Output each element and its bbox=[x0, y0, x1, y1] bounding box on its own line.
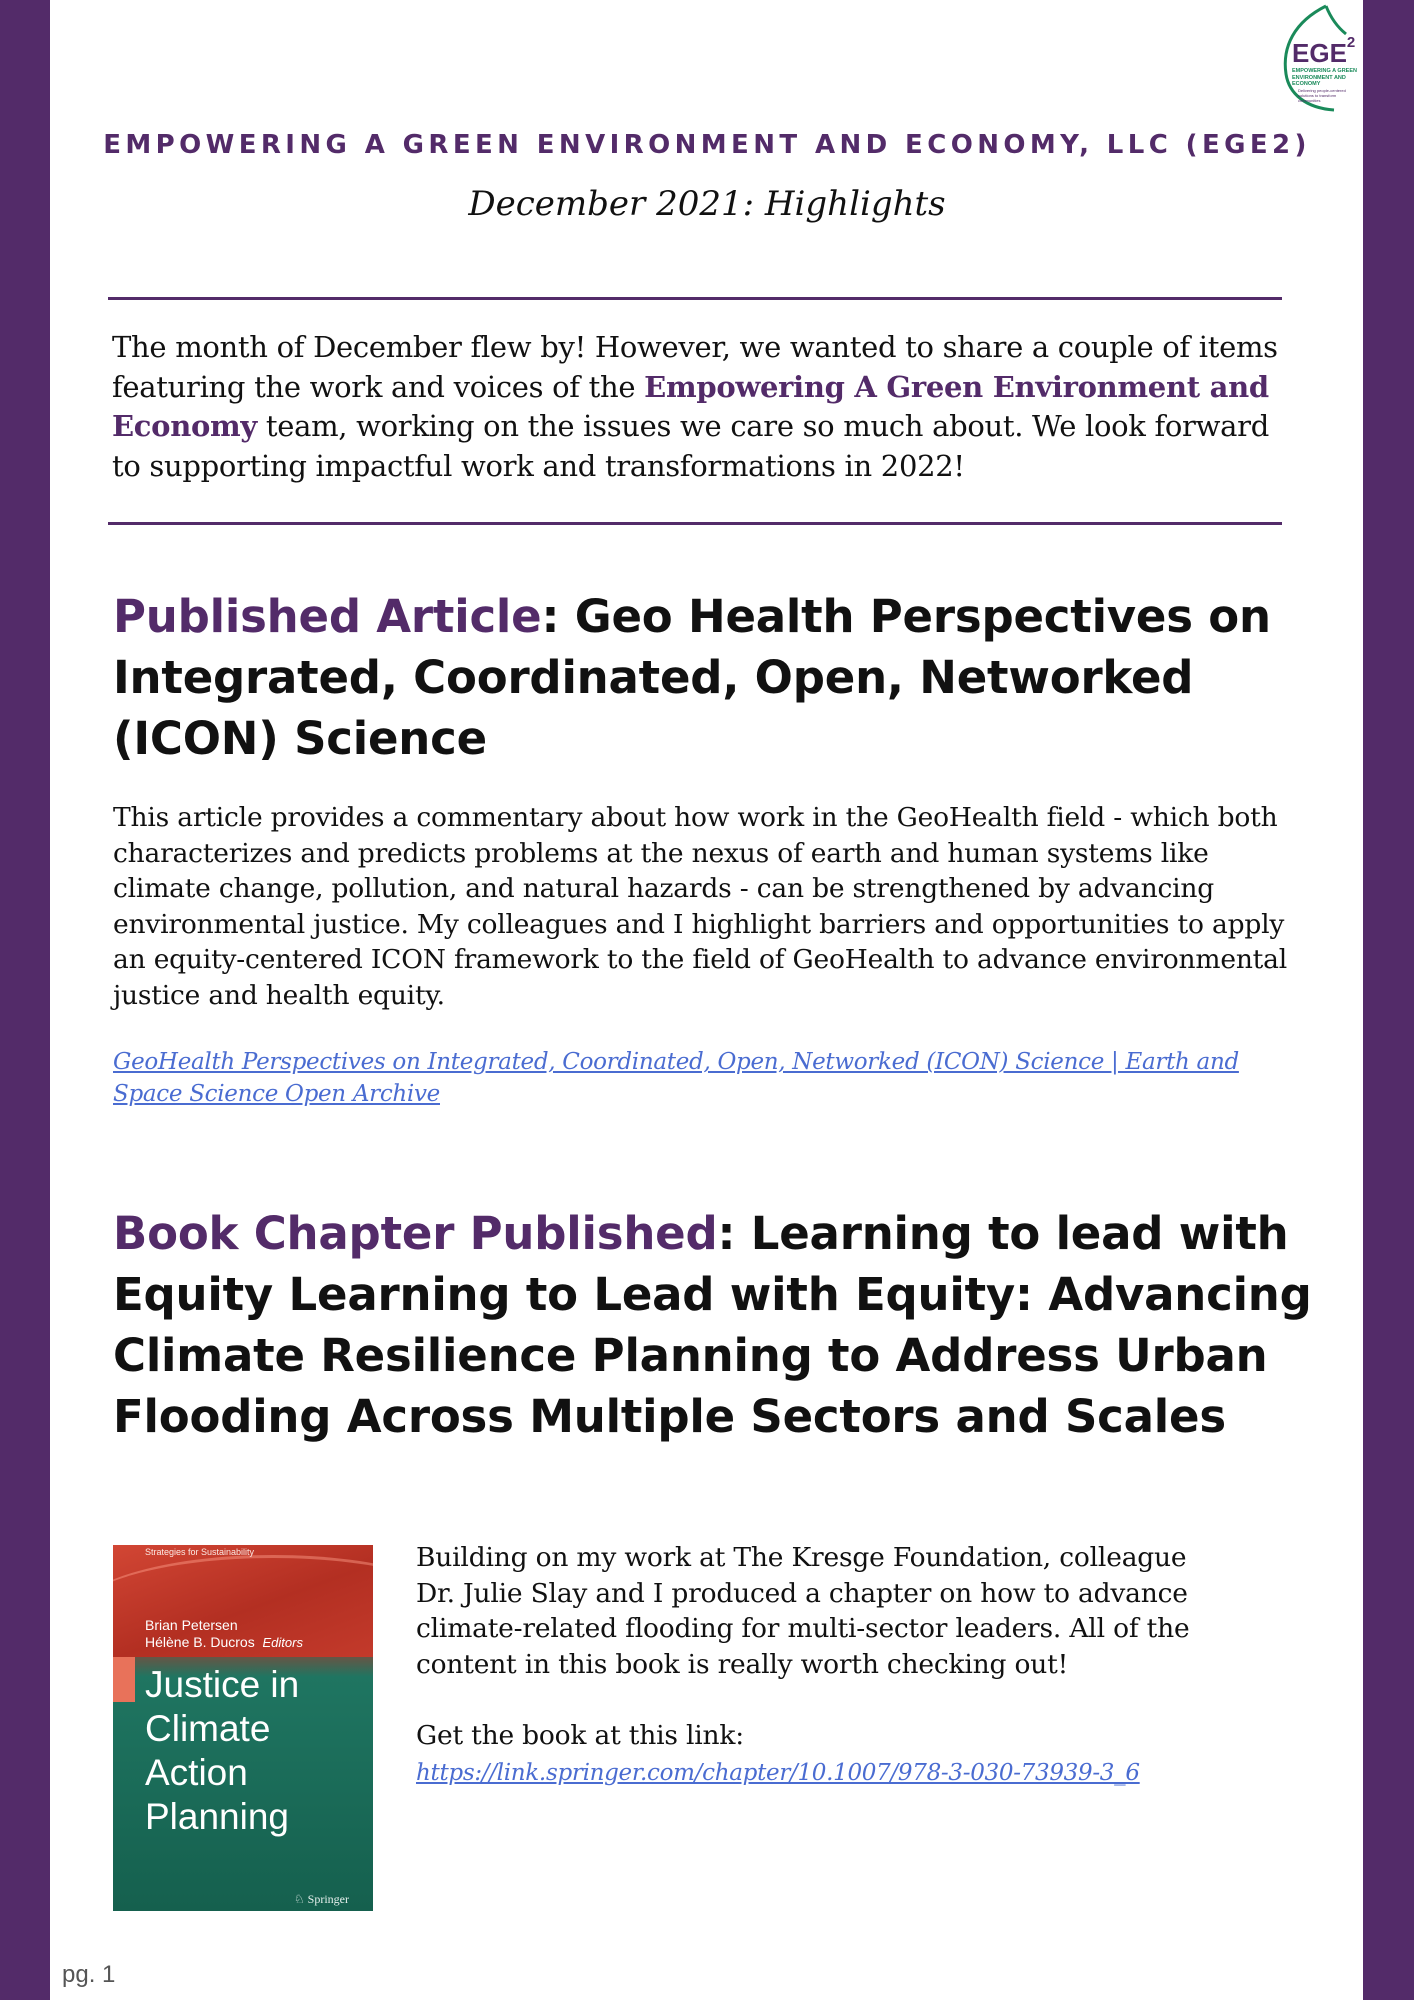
article-body: This article provides a commentary about how work in the GeoHealth field - which both characterizes and predicts problems at the nexus of earth and human systems like climate change, pollution, and natural hazards - can be strengthened by advancing environmental justice. My colleagues and I highlight barriers and opportunities to apply an equity-centered ICON framework to the field of GeoHealth to advance environmental justice and health equity. bbox=[113, 802, 1288, 1011]
article-kicker: Published Article bbox=[113, 590, 542, 643]
right-border-band bbox=[1363, 0, 1414, 2000]
book-cover-image bbox=[113, 1545, 373, 1911]
left-border-band bbox=[0, 0, 50, 2000]
logo-tagline: Delivering people-centered solutions to transform communities bbox=[1298, 88, 1346, 103]
chapter-heading bbox=[113, 1203, 1313, 1447]
book-series: Strategies for Sustainability bbox=[145, 1547, 255, 1557]
newsletter-subtitle: December 2021: Highlights bbox=[468, 184, 946, 224]
chapter-body bbox=[416, 1540, 1216, 1791]
book-publisher: ♘ Springer bbox=[293, 1892, 349, 1906]
organization-title: EMPOWERING A GREEN ENVIRONMENT AND ECONOMY, LLC (EGE2) bbox=[103, 130, 1311, 160]
springer-horse-icon: ♘ bbox=[293, 1892, 305, 1906]
get-book-label: Get the book at this link: bbox=[416, 1719, 744, 1751]
book-editors: Brian Petersen Hélène B. Ducros Editors bbox=[145, 1617, 303, 1650]
article-heading bbox=[113, 586, 1313, 769]
page-number: pg. 1 bbox=[62, 1961, 116, 1988]
intro-highlight: Empowering A Green Environment and Economy bbox=[112, 369, 1269, 443]
article-link[interactable]: GeoHealth Perspectives on Integrated, Coordinated, Open, Networked (ICON) Science | Earth and Space Science Open Archive bbox=[113, 1049, 1239, 1107]
chapter-description: Building on my work at The Kresge Foundation, colleague Dr. Julie Slay and I produced a chapter on how to advance climate-related flooding for multi-sector leaders. All of the content in this book is really worth checking out! bbox=[416, 1542, 1190, 1680]
logo-wordmark: EGE$^2$ bbox=[1292, 34, 1356, 68]
logo-subtext: EMPOWERING A GREEN ENVIRONMENT AND ECONOMY bbox=[1292, 68, 1357, 87]
ege2-logo bbox=[1264, 2, 1359, 112]
chapter-link[interactable]: https://link.springer.com/chapter/10.1007/978-3-030-73939-3_6 bbox=[416, 1759, 1140, 1786]
intro-paragraph: The month of December flew by! However, we wanted to share a couple of items featuring the work and voices of the Empowering A Green Environment and Economy team, working on the issues we care so much about. We look forward to supporting impactful work and transformations in 2022! bbox=[112, 330, 1278, 483]
book-title: Justice in Climate Action Planning bbox=[145, 1664, 300, 1837]
divider-bottom bbox=[108, 522, 1282, 525]
divider-top bbox=[108, 297, 1282, 300]
chapter-title: : Learning to lead with Equity Learning to Lead with Equity: Advancing Climate Resilience Planning to Address Urban Flooding Across Multiple Sectors and Scales bbox=[113, 1207, 1312, 1443]
chapter-kicker: Book Chapter Published bbox=[113, 1207, 718, 1260]
article-title: : Geo Health Perspectives on Integrated, Coordinated, Open, Networked (ICON) Science bbox=[113, 590, 1271, 765]
